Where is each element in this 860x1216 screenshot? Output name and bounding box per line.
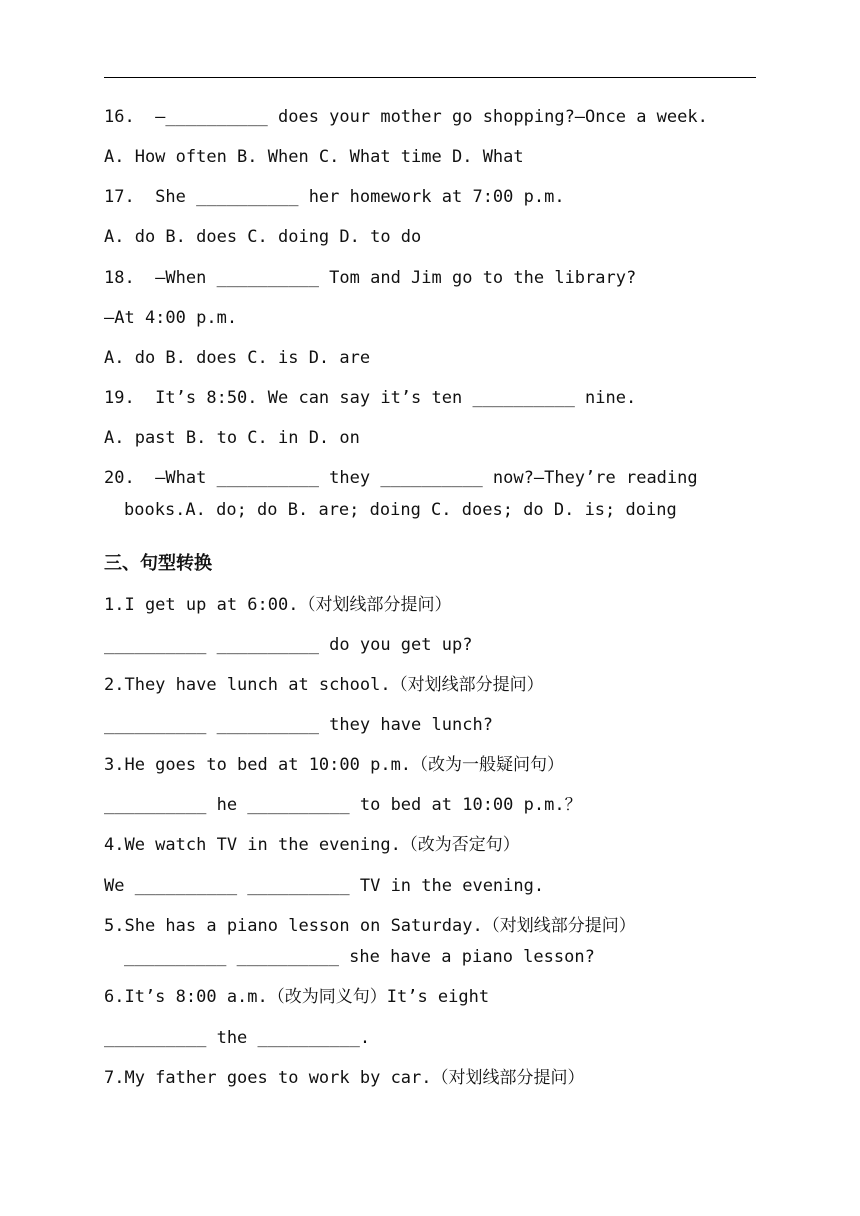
question-18-options: A. do B. does C. is D. are [104,348,371,368]
transform-2-blank: __________ __________ they have lunch? [104,715,493,735]
question-17: 17. She __________ her homework at 7:00 p.m. [104,187,565,207]
header-rule [104,77,756,78]
transform-2: 2.They have lunch at school.（对划线部分提问） [104,675,544,695]
section-heading: 三、句型转换 [104,553,212,574]
question-19-options: A. past B. to C. in D. on [104,428,360,448]
question-20: 20. —What __________ they __________ now?—They’re reading [104,468,698,488]
transform-3: 3.He goes to bed at 10:00 p.m.（改为一般疑问句） [104,755,565,775]
transform-4: 4.We watch TV in the evening.（改为否定句） [104,835,520,855]
transform-7: 7.My father goes to work by car.（对划线部分提问） [104,1068,585,1088]
question-16-options: A. How often B. When C. What time D. What [104,147,524,167]
transform-5-blank: __________ __________ she have a piano lesson? [124,947,595,967]
transform-6-blank: __________ the __________. [104,1028,371,1048]
transform-3-blank: __________ he __________ to bed at 10:00 p.m.？ [104,795,582,815]
question-16: 16. —__________ does your mother go shopping?—Once a week. [104,107,708,127]
question-19: 19. It’s 8:50. We can say it’s ten __________ nine. [104,388,637,408]
transform-1: 1.I get up at 6:00.（对划线部分提问） [104,595,452,615]
question-18-answer: —At 4:00 p.m. [104,308,238,328]
question-20-continuation: books.A. do; do B. are; doing C. does; do D. is; doing [124,500,677,520]
question-17-options: A. do B. does C. doing D. to do [104,227,422,247]
question-18: 18. —When __________ Tom and Jim go to the library? [104,268,637,288]
transform-1-blank: __________ __________ do you get up? [104,635,473,655]
transform-5: 5.She has a piano lesson on Saturday.（对划线部分提问） [104,916,636,936]
transform-4-blank: We __________ __________ TV in the evening. [104,876,545,896]
transform-6: 6.It’s 8:00 a.m.（改为同义句）It’s eight [104,987,490,1007]
